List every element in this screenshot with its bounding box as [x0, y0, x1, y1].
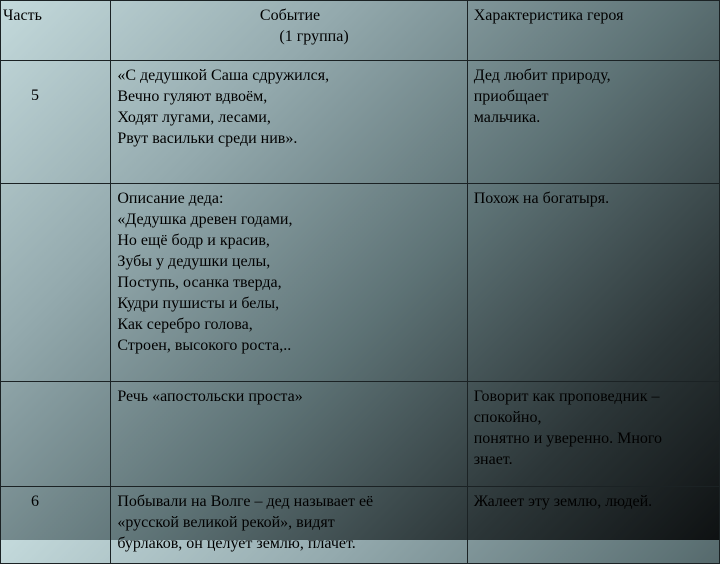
trait-line: приобщает [473, 88, 549, 105]
part-cell: 6 [1, 487, 111, 564]
event-line: Кудри пушисты и белы, [117, 295, 280, 312]
header-trait: Характеристика героя [467, 1, 719, 61]
event-line: Как серебро голова, [117, 316, 253, 333]
event-line: Побывали на Волге – дед называет её [117, 493, 374, 510]
part-cell [1, 382, 111, 487]
event-line: «С дедушкой Саша сдружился, [117, 67, 330, 84]
trait-line: Говорит как проповедник – [473, 388, 660, 405]
event-line: Зубы у дедушки целы, [117, 253, 271, 270]
event-line: Строен, высокого роста,.. [117, 337, 292, 354]
event-line: Поступь, осанка тверда, [117, 274, 282, 291]
event-line: бурлаков, он целует землю, плачет. [117, 535, 356, 552]
part-cell [1, 184, 111, 382]
header-part: Часть [1, 1, 111, 61]
part-cell: 5 [1, 61, 111, 184]
event-line: Речь «апостольски проста» [117, 388, 303, 405]
header-event-title: Событие [259, 7, 321, 24]
event-line: «русской великой рекой», видят [117, 514, 335, 531]
event-line: Но ещё бодр и красив, [117, 232, 270, 249]
header-event [111, 1, 467, 61]
trait-line: мальчика. [473, 109, 541, 126]
event-line: Ходят лугами, лесами, [117, 109, 271, 126]
table-row [1, 184, 720, 382]
event-line: Вечно гуляют вдвоём, [117, 88, 268, 105]
table-row [1, 487, 720, 564]
header-event-subtitle: (1 группа) [279, 28, 349, 45]
trait-line: Жалеет эту землю, людей. [473, 493, 653, 510]
event-cell [111, 487, 467, 564]
event-line: Рвут васильки среди нив». [117, 130, 298, 147]
trait-line: Дед любит природу, [473, 67, 611, 84]
event-line: «Дедушка древен годами, [117, 211, 293, 228]
trait-line: Похож на богатыря. [473, 190, 610, 207]
trait-cell [467, 487, 719, 564]
event-cell [111, 61, 467, 184]
trait-cell [467, 184, 719, 382]
trait-line: понятно и уверенно. Много [473, 430, 663, 447]
trait-line: спокойно, [473, 409, 542, 426]
table-header-row [1, 1, 720, 61]
trait-line: знает. [473, 451, 513, 468]
event-cell [111, 382, 467, 487]
event-cell [111, 184, 467, 382]
trait-cell [467, 382, 719, 487]
trait-cell [467, 61, 719, 184]
table-row [1, 61, 720, 184]
event-line: Описание деда: [117, 190, 224, 207]
table-row [1, 382, 720, 487]
